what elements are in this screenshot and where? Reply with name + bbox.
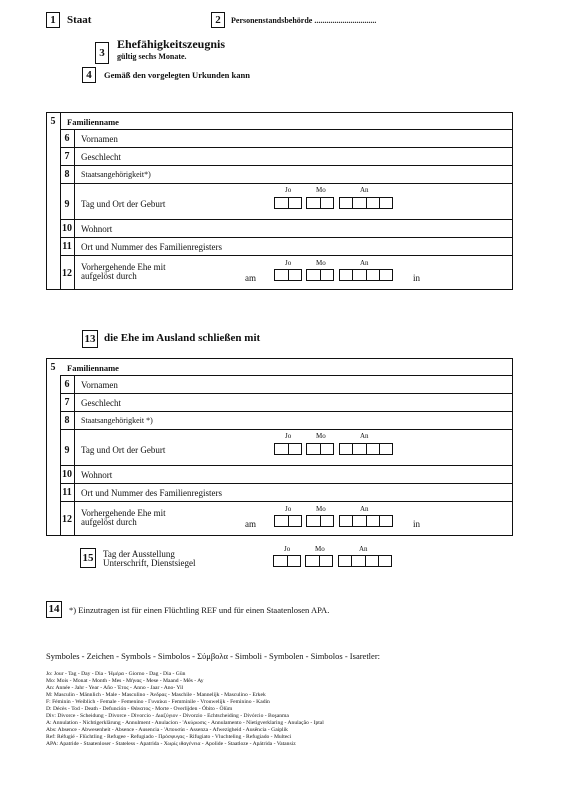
person-table-2 bbox=[46, 358, 513, 536]
an-head: An bbox=[360, 505, 369, 513]
geschlecht-label: Geschlecht bbox=[81, 152, 121, 162]
unterschrift-label: Unterschrift, Dienstsiegel bbox=[103, 558, 196, 568]
symbol-line: F: Féminin - Weiblich - Female - Femenino - Γυναίκα - Femminile - Vrouwelijk - Feminino - Kadin bbox=[46, 699, 270, 705]
staatsangehoerigkeit-label: Staatsangehörigkeit *) bbox=[81, 416, 153, 425]
geschlecht-label: Geschlecht bbox=[81, 398, 121, 408]
an-head: An bbox=[360, 186, 369, 194]
year-boxes[interactable] bbox=[339, 269, 393, 281]
field-number-2: 2 bbox=[211, 12, 225, 28]
document-title: Ehefähigkeitszeugnis bbox=[117, 37, 226, 51]
field-number-12: 12 bbox=[62, 268, 72, 279]
day-boxes[interactable] bbox=[274, 515, 302, 527]
field-number-10: 10 bbox=[62, 469, 72, 480]
field-number-5: 5 bbox=[50, 116, 56, 127]
symbol-line: A: Annulation - Nichtigerklärung - Annulment - Anulacion - 'Ακύρωσις - Annulamento - Nietigverklaring - Anulação - Iptal bbox=[46, 720, 324, 726]
field-number-7: 7 bbox=[64, 151, 70, 162]
person-table-1 bbox=[46, 112, 513, 290]
field-number-7: 7 bbox=[64, 397, 70, 408]
field-number-9: 9 bbox=[64, 445, 70, 456]
day-boxes[interactable] bbox=[273, 555, 301, 567]
am-label: am bbox=[245, 519, 256, 529]
an-head: An bbox=[360, 259, 369, 267]
field-number-5: 5 bbox=[50, 362, 56, 373]
mo-head: Mo bbox=[316, 259, 326, 267]
in-label: in bbox=[413, 519, 421, 529]
month-boxes[interactable] bbox=[305, 555, 333, 567]
field-number-10: 10 bbox=[62, 223, 72, 234]
wohnort-label: Wohnort bbox=[81, 224, 113, 234]
jo-head: Jo bbox=[285, 432, 292, 440]
symbol-line: Jo: Jour - Tag - Day - Dia - 'Ημέρα - Giorno - Dag - Dia - Gün bbox=[46, 671, 186, 677]
year-boxes[interactable] bbox=[339, 443, 393, 455]
jo-head: Jo bbox=[285, 259, 292, 267]
footnote-text: *) Einzutragen ist für einen Flüchtling REF und für einen Staatenlosen APA. bbox=[69, 605, 330, 615]
field-number-12: 12 bbox=[62, 514, 72, 525]
symbol-line: D: Décès - Tod - Death - Defunción - Θάνατος - Morte - Overlijden - Óbito - Ölüm bbox=[46, 706, 233, 712]
geburt-label: Tag und Ort der Geburt bbox=[81, 445, 166, 455]
day-boxes[interactable] bbox=[274, 269, 302, 281]
symbol-line: APA: Apatride - Staatenloser - Stateless - Apatrida - Χωρίς ιθαγένεια - Apolide - Staatloze - Apátrida - Vatansiz bbox=[46, 741, 296, 747]
field-number-6: 6 bbox=[64, 133, 70, 144]
field-number-9: 9 bbox=[64, 199, 70, 210]
validity-text: gültig sechs Monate. bbox=[117, 52, 187, 61]
month-boxes[interactable] bbox=[306, 269, 334, 281]
jo-head: Jo bbox=[285, 186, 292, 194]
vornamen-label: Vornamen bbox=[81, 134, 118, 144]
year-boxes[interactable] bbox=[338, 555, 392, 567]
field-number-11: 11 bbox=[62, 241, 72, 252]
an-head: An bbox=[359, 545, 368, 553]
symbol-line: Ref: Réfugié - Flüchtling - Refugee - Refugiado - Πρόσφυγας - Rifugiato - Vluchteling - Refugiado - Multeci bbox=[46, 734, 292, 740]
mo-head: Mo bbox=[316, 505, 326, 513]
month-boxes[interactable] bbox=[306, 515, 334, 527]
familienname-label: Familienname bbox=[67, 363, 119, 373]
field-number-11: 11 bbox=[62, 487, 72, 498]
field-number-4: 4 bbox=[82, 67, 96, 83]
mo-head: Mo bbox=[316, 432, 326, 440]
symbols-heading: Symboles - Zeichen - Symbols - Simbolos - Σύμβολα - Simboli - Symbolen - Simbolos - Isaretler: bbox=[46, 651, 381, 661]
field-number-15: 15 bbox=[80, 548, 96, 568]
behoerde-label: Personenstandsbehörde ............................... bbox=[231, 16, 377, 25]
symbol-line: Div: Divorce - Scheidung - Divorce - Divorcio - Διαζύγιον - Divorzio - Echtscheiding - Divórcio - Boşanma bbox=[46, 713, 289, 719]
staat-label: Staat bbox=[67, 14, 92, 26]
in-label: in bbox=[413, 273, 421, 283]
month-boxes[interactable] bbox=[306, 197, 334, 209]
aufgeloest-label: aufgelöst durch bbox=[81, 517, 137, 527]
staatsangehoerigkeit-label: Staatsangehörigkeit*) bbox=[81, 170, 151, 179]
field-number-8: 8 bbox=[64, 169, 70, 180]
year-boxes[interactable] bbox=[339, 197, 393, 209]
day-boxes[interactable] bbox=[274, 443, 302, 455]
register-label: Ort und Nummer des Familienregisters bbox=[81, 488, 222, 498]
symbol-line: An: Année - Jahr - Year - Año - Έτος - Anno - Jaar - Ano- Yil bbox=[46, 685, 184, 691]
jo-head: Jo bbox=[284, 545, 291, 553]
field-number-3: 3 bbox=[95, 42, 109, 64]
wohnort-label: Wohnort bbox=[81, 470, 113, 480]
geburt-label: Tag und Ort der Geburt bbox=[81, 199, 166, 209]
register-label: Ort und Nummer des Familienregisters bbox=[81, 242, 222, 252]
day-boxes[interactable] bbox=[274, 197, 302, 209]
field-number-14: 14 bbox=[46, 601, 62, 618]
basis-text: Gemäß den vorgelegten Urkunden kann bbox=[104, 70, 250, 80]
jo-head: Jo bbox=[285, 505, 292, 513]
field-number-6: 6 bbox=[64, 379, 70, 390]
month-boxes[interactable] bbox=[306, 443, 334, 455]
year-boxes[interactable] bbox=[339, 515, 393, 527]
field-number-8: 8 bbox=[64, 415, 70, 426]
vornamen-label: Vornamen bbox=[81, 380, 118, 390]
symbol-line: Mo: Mois - Monat - Month - Mes - Μήνας - Mese - Maand - Mês - Ay bbox=[46, 678, 204, 684]
symbol-line: Abs: Absence - Abwesenheit - Absence - Ausencia - 'Απουσία - Assenza - Afwezigheid - Ausência - Gaiplik bbox=[46, 727, 288, 733]
ehe-label: Vorhergehende Ehe mit bbox=[81, 508, 166, 518]
marriage-abroad-text: die Ehe im Ausland schließen mit bbox=[104, 332, 261, 344]
an-head: An bbox=[360, 432, 369, 440]
ausstellung-label: Tag der Ausstellung bbox=[103, 549, 175, 559]
aufgeloest-label: aufgelöst durch bbox=[81, 271, 137, 281]
am-label: am bbox=[245, 273, 256, 283]
field-number-1: 1 bbox=[46, 12, 60, 28]
mo-head: Mo bbox=[316, 186, 326, 194]
mo-head: Mo bbox=[315, 545, 325, 553]
field-number-13: 13 bbox=[82, 330, 98, 348]
symbol-line: M: Masculin - Männlich - Male - Masculino - Άνδρας - Maschile - Mannelijk - Masculino - Erkek bbox=[46, 692, 266, 698]
ehe-label: Vorhergehende Ehe mit bbox=[81, 262, 166, 272]
familienname-label: Familienname bbox=[67, 117, 119, 127]
